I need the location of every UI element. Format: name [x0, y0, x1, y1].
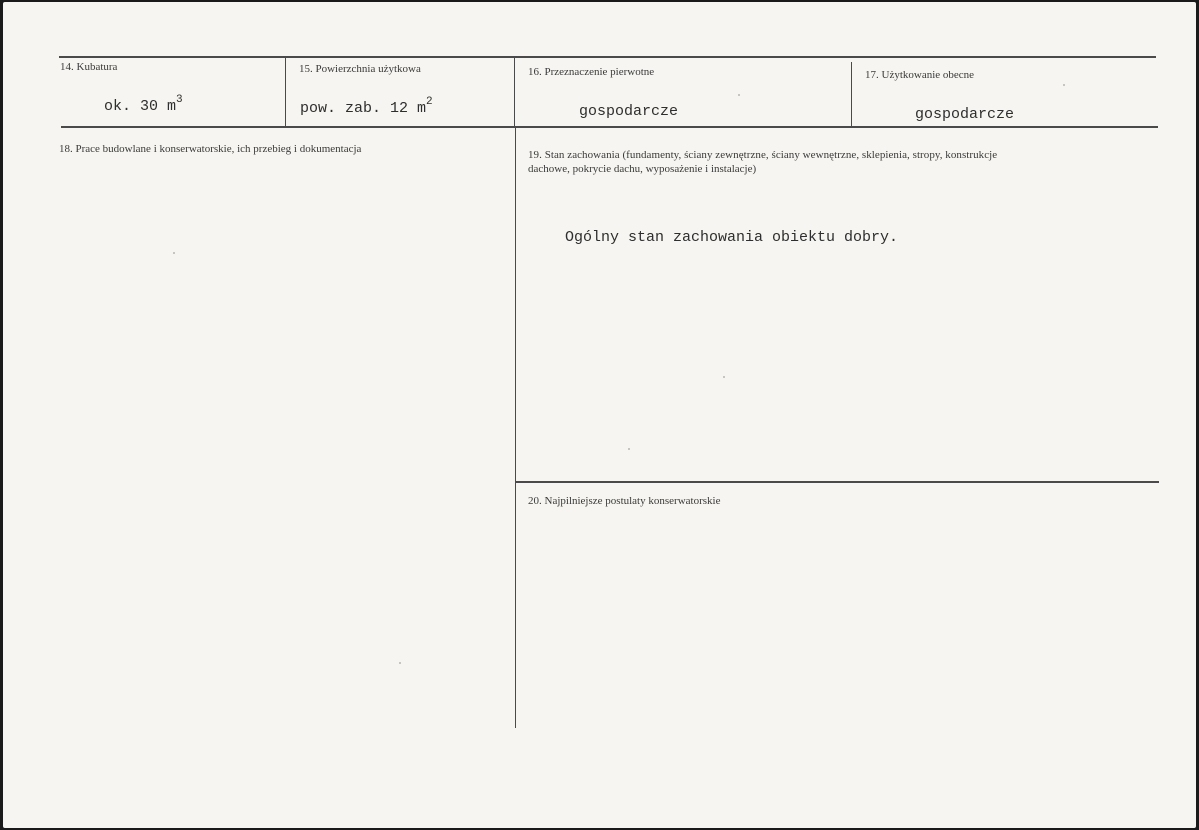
paper-speck — [628, 448, 630, 450]
field-14-value-text: ok. 30 m — [104, 98, 177, 115]
row1-bottom-rule — [61, 126, 1158, 128]
field-15-value — [300, 98, 433, 117]
field-14-value-exponent: 3 — [176, 94, 183, 106]
field-15-value-text: pow. zab. 12 m — [300, 100, 427, 117]
field-18-label: 18. Prace budowlane i konserwatorskie, ich przebieg i dokumentacja — [59, 143, 362, 155]
field-15-label: 15. Powierzchnia użytkowa — [299, 63, 421, 75]
divider-16-17 — [851, 62, 852, 128]
paper-speck — [723, 376, 725, 378]
field-19-label-line1: 19. Stan zachowania (fundamenty, ściany zewnętrzne, ściany wewnętrzne, sklepienia, stropy, konstrukcje — [528, 149, 998, 161]
field-20-label: 20. Najpilniejsze postulaty konserwatorskie — [528, 495, 721, 507]
field-16-value: gospodarcze — [579, 103, 679, 120]
form-card — [3, 2, 1196, 828]
field-19-value: Ogólny stan zachowania obiektu dobry. — [565, 229, 899, 246]
field-14-value — [104, 96, 183, 115]
top-rule — [59, 56, 1156, 58]
field-17-value: gospodarcze — [915, 106, 1015, 123]
divider-15-16 — [514, 57, 515, 127]
divider-14-15 — [285, 57, 286, 127]
field-16-label: 16. Przeznaczenie pierwotne — [528, 66, 655, 78]
column-divider-18-19 — [515, 128, 516, 728]
paper-speck — [1063, 84, 1065, 86]
field-17-label: 17. Użytkowanie obecne — [865, 69, 975, 81]
divider-19-20 — [516, 481, 1159, 483]
field-15-value-exponent: 2 — [426, 96, 433, 108]
paper-speck — [738, 94, 740, 96]
paper-speck — [173, 252, 175, 254]
field-19-label-line2: dachowe, pokrycie dachu, wyposażenie i instalacje) — [528, 163, 757, 175]
field-14-label: 14. Kubatura — [60, 61, 118, 73]
paper-speck — [399, 662, 401, 664]
